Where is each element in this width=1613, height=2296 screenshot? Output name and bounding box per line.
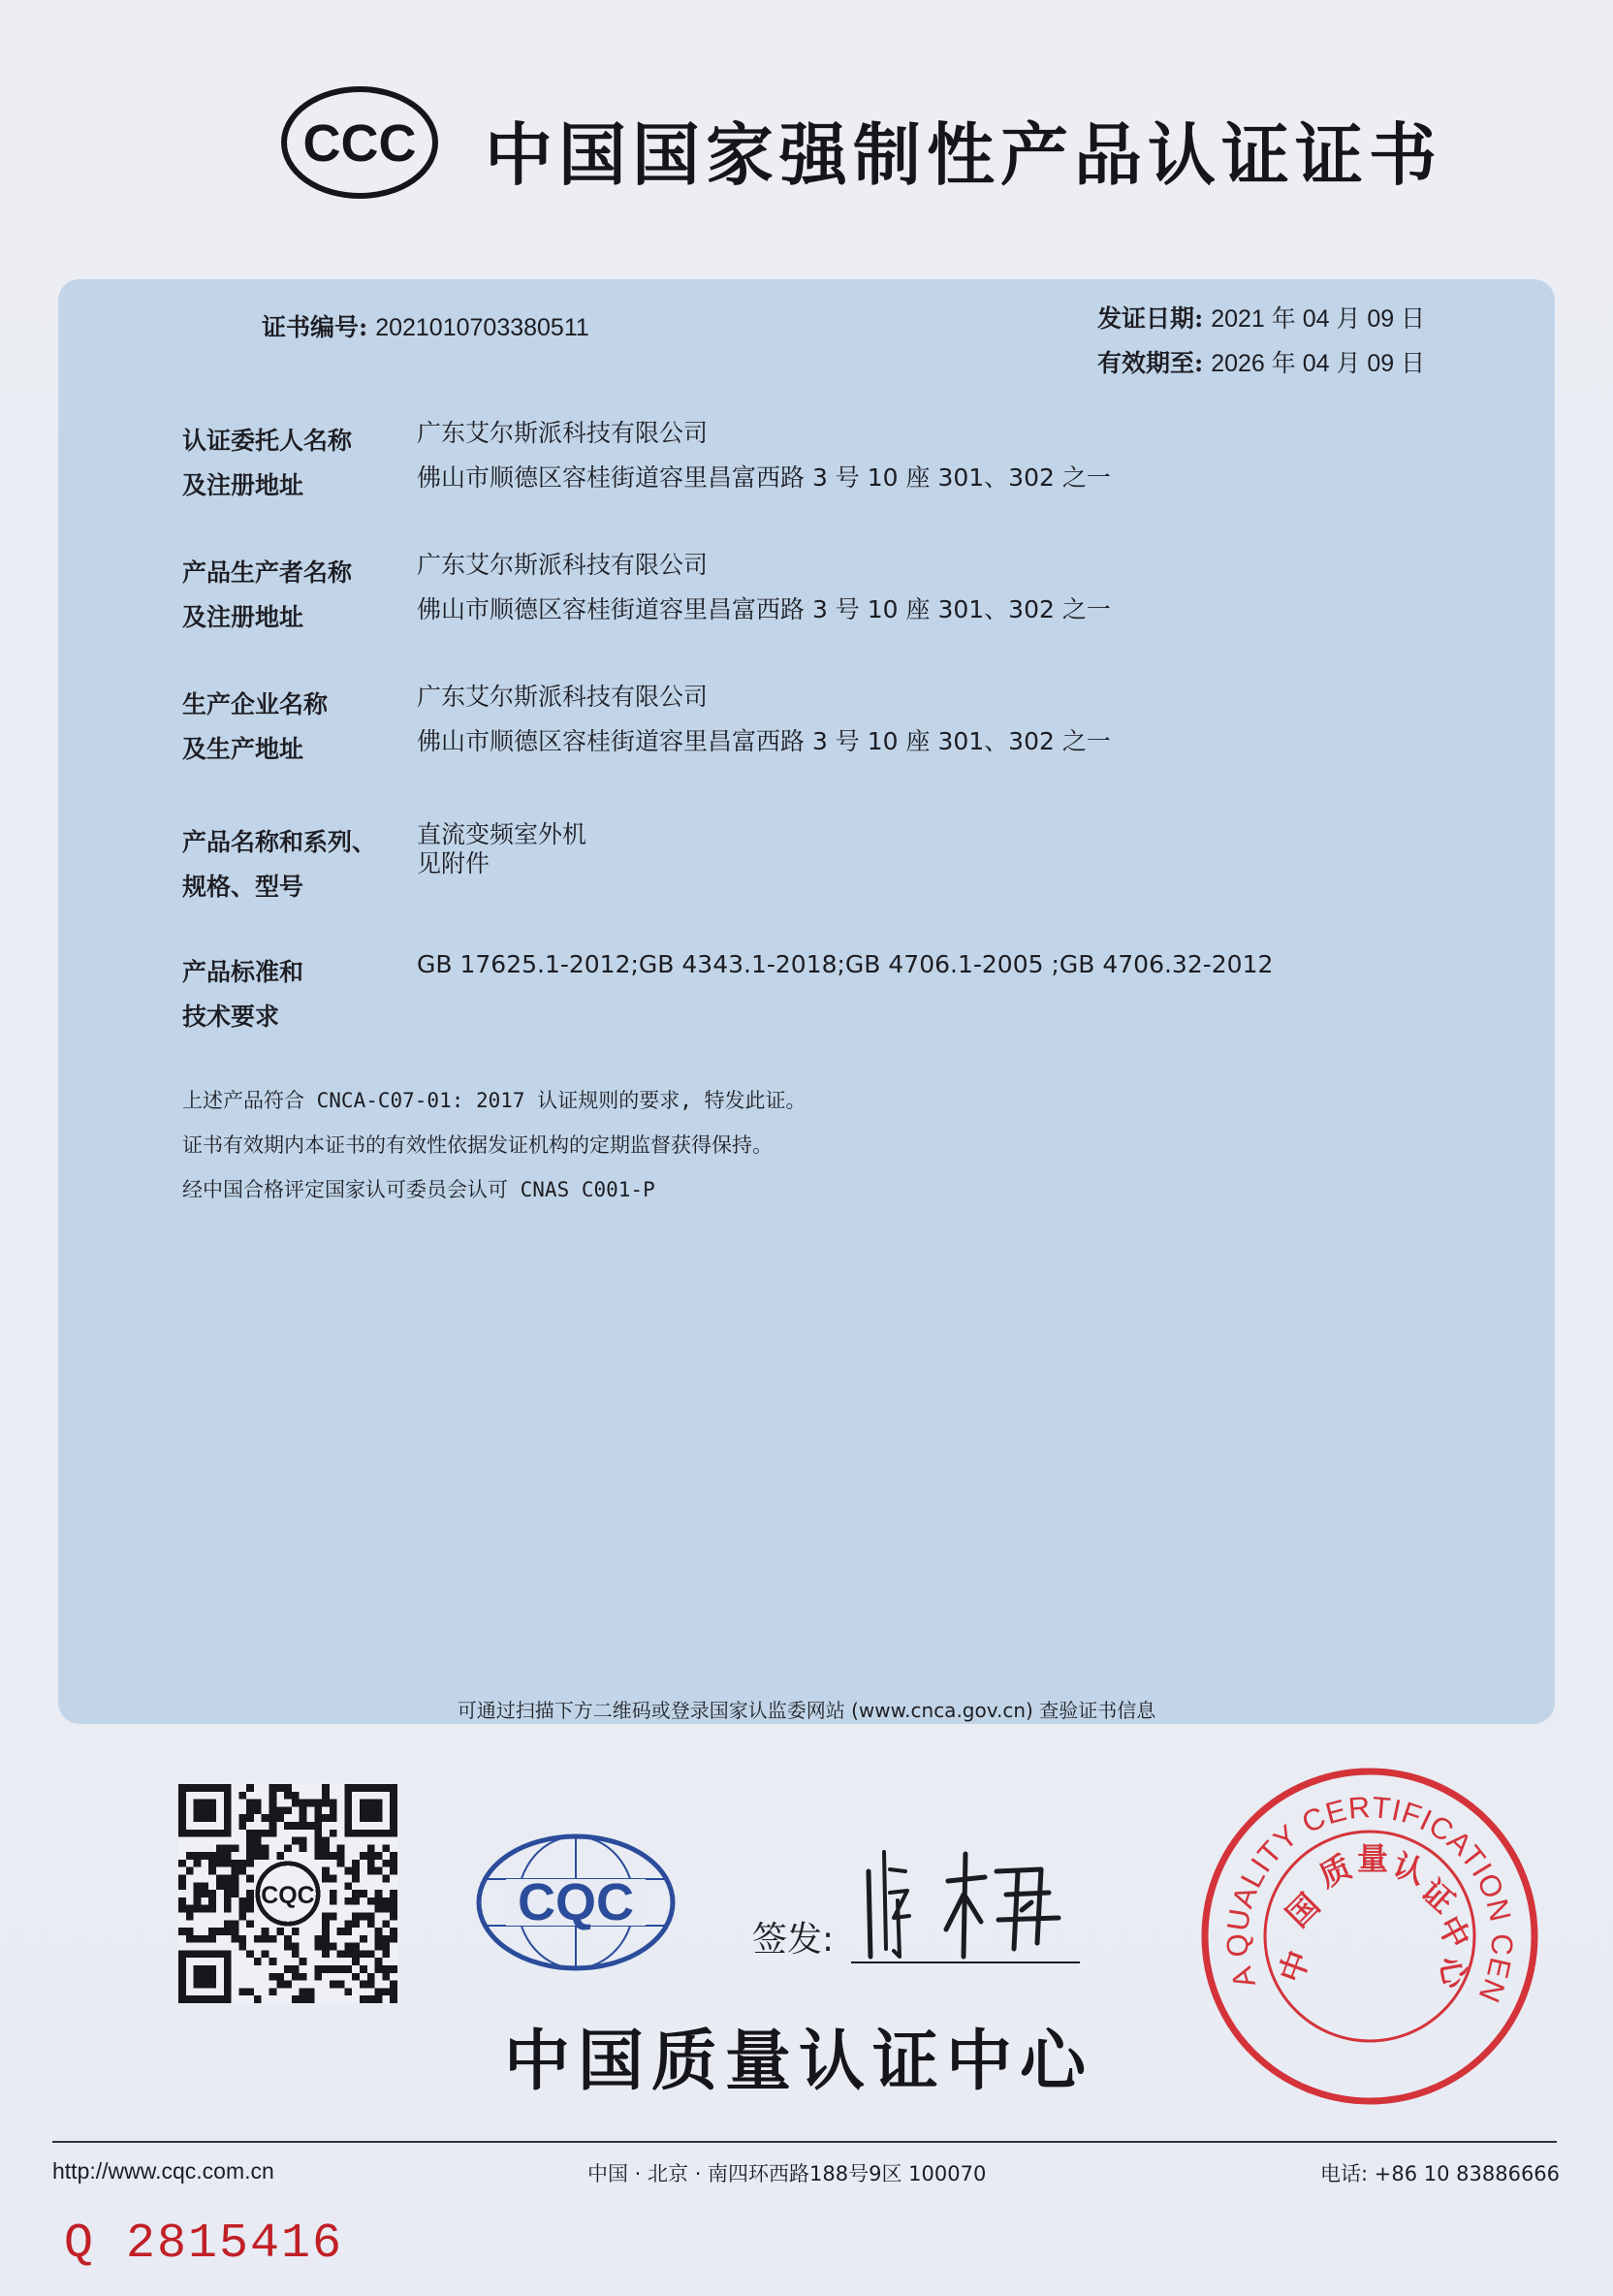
note-line: 上述产品符合 CNCA-C07-01: 2017 认证规则的要求, 特发此证。 xyxy=(182,1089,806,1112)
factory-address: 佛山市顺德区容桂街道容里昌富西路 3 号 10 座 301、302 之一 xyxy=(417,727,1111,755)
valid-until-label: 有效期至: xyxy=(1097,349,1204,377)
cqc-logo xyxy=(473,1831,679,1974)
svg-text:国: 国 xyxy=(1279,1886,1327,1934)
footer-website[interactable]: http://www.cqc.com.cn xyxy=(52,2158,274,2184)
section-label-line: 产品生产者名称 xyxy=(182,558,353,587)
signature xyxy=(851,1842,1084,1968)
section-label-line: 规格、型号 xyxy=(182,873,304,901)
issue-date xyxy=(1097,297,1425,341)
section-label-line: 产品标准和 xyxy=(182,958,304,986)
cert-number xyxy=(262,308,589,343)
footer-phone: 电话: +86 10 83886666 xyxy=(1320,2162,1561,2185)
valid-until-value: 2026 年 04 月 09 日 xyxy=(1211,350,1426,377)
section-label-line: 生产企业名称 xyxy=(182,690,329,718)
svg-text:心: 心 xyxy=(1432,1954,1474,1992)
issuer-name: 中国质量认证中心 xyxy=(504,2024,1094,2100)
issue-date-value: 2021 年 04 月 09 日 xyxy=(1211,305,1426,333)
svg-text:认: 认 xyxy=(1388,1846,1431,1892)
footer-divider xyxy=(52,2141,1557,2143)
section-label-line: 认证委托人名称 xyxy=(182,427,353,455)
valid-until xyxy=(1097,341,1425,386)
qr-center-text: CQC xyxy=(261,1882,315,1910)
verification-instructions: 可通过扫描下方二维码或登录国家认监委网站 (www.cnca.gov.cn) 查验证书信息 xyxy=(457,1699,1156,1722)
section-value xyxy=(417,675,1111,764)
certificate-notes xyxy=(182,1078,806,1212)
cert-number-label: 证书编号: xyxy=(262,313,368,341)
section-label xyxy=(182,683,415,772)
ccc-logo-text: CCC xyxy=(302,114,417,173)
seal-outer-text: A QUALITY CERTIFICATION CEN xyxy=(1219,1790,1520,2009)
ccc-logo xyxy=(279,83,440,202)
section-label-line: 产品名称和系列、 xyxy=(182,828,377,856)
section-label-line: 及注册地址 xyxy=(182,471,304,499)
section-label-line: 及注册地址 xyxy=(182,603,304,631)
svg-text:中: 中 xyxy=(1272,1945,1317,1988)
section-label xyxy=(182,950,415,1039)
svg-text:证: 证 xyxy=(1413,1871,1462,1921)
product-standards: GB 17625.1-2012;GB 4343.1-2018;GB 4706.1-2005 ;GB 4706.32-2012 xyxy=(417,950,1274,978)
qr-code[interactable] xyxy=(178,1784,397,2003)
section-label xyxy=(182,551,415,640)
section-value xyxy=(417,543,1111,632)
section-label xyxy=(182,820,415,909)
section-label-line: 技术要求 xyxy=(182,1003,280,1031)
svg-text:中: 中 xyxy=(1430,1909,1478,1955)
factory-name: 广东艾尔斯派科技有限公司 xyxy=(417,683,709,711)
signature-label: 签发: xyxy=(752,1920,835,1960)
cert-number-value: 2021010703380511 xyxy=(375,314,589,341)
section-label xyxy=(182,419,415,508)
product-name: 直流变频室外机 xyxy=(417,820,587,848)
official-seal xyxy=(1198,1765,1541,2108)
note-line: 经中国合格评定国家认可委员会认可 CNAS C001-P xyxy=(182,1178,655,1201)
section-value xyxy=(417,411,1111,500)
section-label-line: 及生产地址 xyxy=(182,735,304,763)
applicant-name: 广东艾尔斯派科技有限公司 xyxy=(417,419,709,447)
section-value xyxy=(417,942,1273,987)
certificate-title: 中国国家强制性产品认证证书 xyxy=(485,115,1442,195)
svg-text:质: 质 xyxy=(1313,1848,1357,1896)
note-line: 证书有效期内本证书的有效性依据发证机构的定期监督获得保持。 xyxy=(182,1133,773,1157)
cert-dates xyxy=(1097,297,1425,386)
svg-text:量: 量 xyxy=(1356,1840,1389,1877)
footer-address: 中国 · 北京 · 南四环西路188号9区 100070 xyxy=(587,2162,987,2185)
manufacturer-name: 广东艾尔斯派科技有限公司 xyxy=(417,551,709,579)
product-models: 见附件 xyxy=(417,849,490,877)
section-value xyxy=(417,820,586,878)
cqc-logo-text: CQC xyxy=(518,1873,634,1931)
manufacturer-address: 佛山市顺德区容桂街道容里昌富西路 3 号 10 座 301、302 之一 xyxy=(417,595,1111,623)
applicant-address: 佛山市顺德区容桂街道容里昌富西路 3 号 10 座 301、302 之一 xyxy=(417,463,1111,492)
issue-date-label: 发证日期: xyxy=(1097,304,1204,333)
serial-number: Q 2815416 xyxy=(64,2216,344,2272)
